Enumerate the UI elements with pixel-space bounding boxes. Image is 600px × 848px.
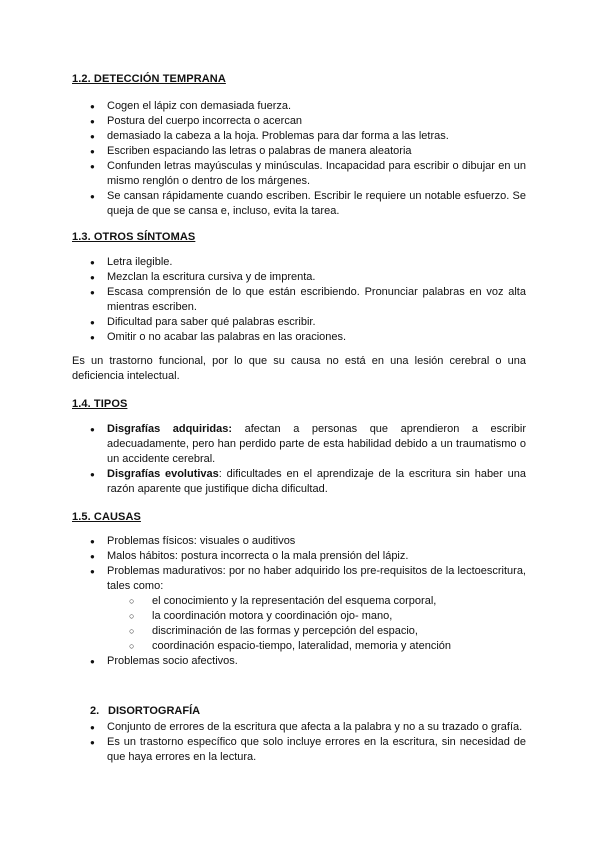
list-item: ● demasiado la cabeza a la hoja. Problemas para dar forma a las letras.	[72, 129, 526, 144]
list-item: ● Problemas socio afectivos.	[72, 654, 526, 669]
list-item: ● Conjunto de errores de la escritura que afecta a la palabra y no a su trazado o grafía.	[72, 720, 526, 735]
list-item	[72, 467, 526, 497]
list-item: ● Escasa comprensión de lo que están escribiendo. Pronunciar palabras en voz alta mientras escriben.	[72, 285, 526, 315]
list-item: ● Malos hábitos: postura incorrecta o la mala prensión del lápiz.	[72, 549, 526, 564]
causas-sublist	[107, 594, 526, 654]
definition: afectan a personas que aprendieron a escribir adecuadamente, pero han perdido parte de esta habilidad debido a un traumatismo o un accidente cerebral.	[107, 423, 526, 465]
disortografia-list	[72, 720, 526, 765]
list-item: ● Postura del cuerpo incorrecta o acercan	[72, 114, 526, 129]
list-item	[72, 564, 526, 654]
section-heading-otros-sintomas: 1.3. OTROS SÍNTOMAS	[72, 231, 196, 243]
term: Disgrafías adquiridas:	[107, 423, 233, 435]
definition: : dificultades en el aprendizaje de la escritura sin haber una razón aparente que justifique dicha dificultad.	[107, 468, 526, 495]
causas-list	[72, 534, 526, 669]
list-item	[72, 422, 526, 467]
list-item: ● Problemas físicos: visuales o auditivos	[72, 534, 526, 549]
list-item: ● Es un trastorno específico que solo incluye errores en la escritura, sin necesidad de que haya errores en la lectura.	[72, 735, 526, 765]
list-item: ● Confunden letras mayúsculas y minúsculas. Incapacidad para escribir o dibujar en un mismo renglón o dentro de los márgenes.	[72, 159, 526, 189]
list-item: ● Omitir o no acabar las palabras en las oraciones.	[72, 330, 526, 345]
tipos-list	[72, 422, 526, 497]
list-item-text: Problemas madurativos: por no haber adquirido los pre-requisitos de la lectoescritura, tales como:	[107, 565, 526, 592]
sub-list-item: ○ la coordinación motora y coordinación ojo- mano,	[107, 609, 526, 624]
section-heading-tipos: 1.4. TIPOS	[72, 398, 128, 410]
list-item: ● Mezclan la escritura cursiva y de imprenta.	[72, 270, 526, 285]
sub-list-item: ○ el conocimiento y la representación del esquema corporal,	[107, 594, 526, 609]
list-item: ● Se cansan rápidamente cuando escriben. Escribir le requiere un notable esfuerzo. Se queja de que se cansa e, incluso, evita la tarea.	[72, 189, 526, 219]
sub-list-item: ○ discriminación de las formas y percepción del espacio,	[107, 624, 526, 639]
otros-sintomas-list	[72, 255, 526, 345]
section-heading-deteccion-temprana: 1.2. DETECCIÓN TEMPRANA	[72, 73, 226, 85]
list-item: ● Escriben espaciando las letras o palabras de manera aleatoria	[72, 144, 526, 159]
section-heading-disortografia	[90, 704, 200, 719]
sub-list-item: ○ coordinación espacio-tiempo, lateralidad, memoria y atención	[107, 639, 526, 654]
section-number: 2.	[90, 705, 100, 717]
trastorno-funcional-paragraph: Es un trastorno funcional, por lo que su causa no está en una lesión cerebral o una deficiencia intelectual.	[72, 355, 526, 382]
list-item: ● Cogen el lápiz con demasiada fuerza.	[72, 99, 526, 114]
section-title: DISORTOGRAFÍA	[108, 705, 201, 717]
list-item: ● Dificultad para saber qué palabras escribir.	[72, 315, 526, 330]
list-item: ● Letra ilegible.	[72, 255, 526, 270]
term: Disgrafías evolutivas	[107, 468, 219, 480]
deteccion-temprana-list	[72, 99, 526, 219]
section-heading-causas: 1.5. CAUSAS	[72, 511, 141, 523]
